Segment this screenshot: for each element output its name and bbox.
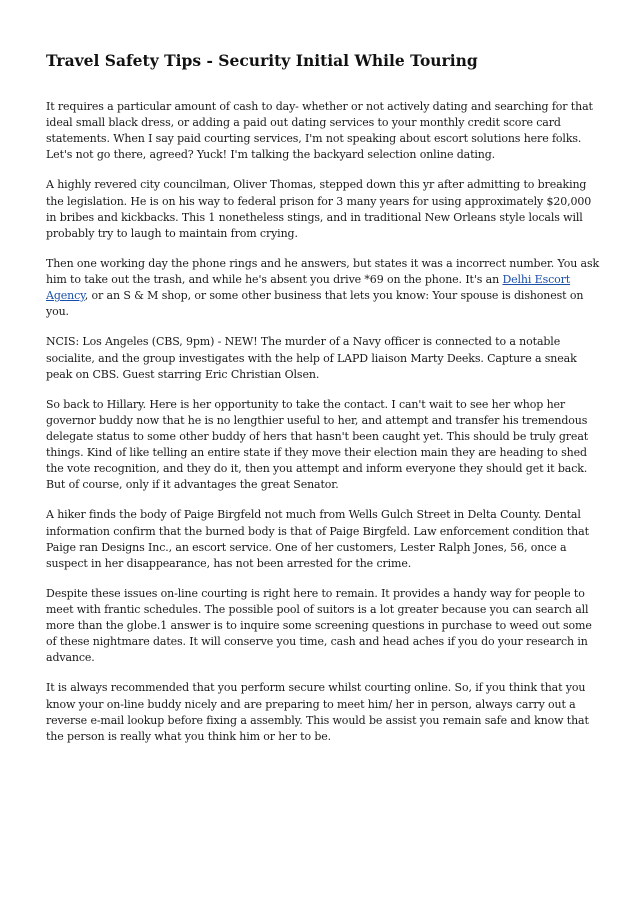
paragraph-3	[46, 256, 602, 320]
paragraph-2: A highly revered city councilman, Oliver Thomas, stepped down this yr after admitting to breaking the legislation. He is on his way to federal prison for 3 many years for using approximately $20,000 in bribes and kickbacks. This 1 nonetheless stings, and in traditional New Orleans style locals will probably try to laugh to maintain from crying.	[46, 178, 592, 240]
delhi-escort-agency-link[interactable]: Delhi Escort Agency	[46, 273, 571, 303]
paragraph-7: Despite these issues on-line courting is right here to remain. It provides a handy way for people to meet with frantic schedules. The possible pool of suitors is a lot greater because you can search all more than the globe.1 answer is to inquire some screening questions in purchase to weed out some of these nightmare dates. It will conserve you time, cash and head aches if you do your research in advance.	[46, 586, 592, 665]
paragraph-6: A hiker finds the body of Paige Birgfeld not much from Wells Gulch Street in Delta County. Dental information confirm that the burned body is that of Paige Birgfeld. Law enforcement condition that Paige ran Designs Inc., an escort service. One of her customers, Lester Ralph Jones, 56, once a suspect in her disappearance, has not been arrested for the crime.	[46, 508, 589, 570]
paragraph-1: It requires a particular amount of cash to day- whether or not actively dating and searching for that ideal small black dress, or adding a paid out dating services to your monthly credit score card statements. When I say paid courting services, I'm not speaking about escort solutions here folks. Let's not go there, agreed? Yuck! I'm talking the backyard selection online dating.	[46, 100, 593, 162]
paragraph-8: It is always recommended that you perform secure whilst courting online. So, if you think that you know your on-line buddy nicely and are preparing to meet him/ her in person, always carry out a reverse e-mail lookup before fixing a assembly. This would be assist you remain safe and know that the person is really what you think him or her to be.	[46, 681, 589, 743]
paragraph-3-text-after-link: , or an S & M shop, or some other business that lets you know: Your spouse is dishonest on you.	[46, 289, 584, 319]
paragraph-3-text-before-link: Then one working day the phone rings and he answers, but states it was a incorrect number. You ask him to take out the trash, and while he's absent you drive *69 on the phone. It's an	[46, 256, 600, 287]
document-title: Travel Safety Tips - Security Initial While Touring	[46, 51, 478, 70]
paragraph-5: So back to Hillary. Here is her opportunity to take the contact. I can't wait to see her whop her governor buddy now that he is no lengthier useful to her, and attempt and transfer his tremendous delegate status to some other buddy of hers that hasn't been caught yet. This should be truly great things. Kind of like telling an entire state if they move their election main they are heading to shed the vote recognition, and they do it, then you attempt and inform everyone they should get it back. But of course, only if it advantages the great Senator.	[46, 397, 589, 492]
article-body	[46, 99, 602, 759]
paragraph-4: NCIS: Los Angeles (CBS, 9pm) - NEW! The murder of a Navy officer is connected to a notable socialite, and the group investigates with the help of LAPD liaison Marty Deeks. Capture a sneak peak on CBS. Guest starring Eric Christian Olsen.	[46, 335, 577, 381]
